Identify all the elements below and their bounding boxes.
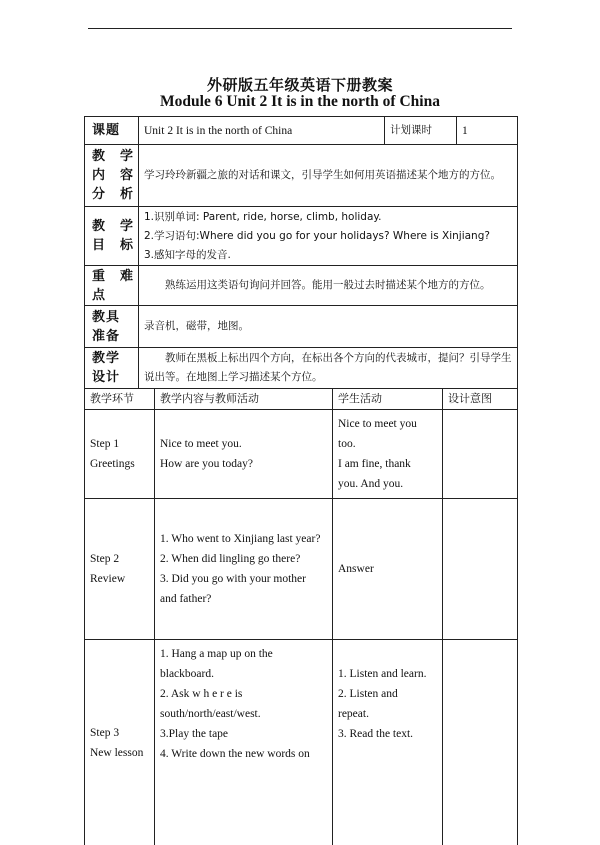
stage-line: Review	[90, 573, 126, 585]
header-intent: 设计意图	[443, 388, 518, 409]
step-student	[333, 409, 443, 498]
goal-line: 3.感知字母的发音.	[144, 248, 231, 261]
header-rule	[88, 28, 512, 29]
goal-line: 2.学习语句:Where did you go for your holidays? Where is Xinjiang?	[144, 229, 490, 242]
analysis-label-line: 教 学	[92, 149, 135, 164]
step-teacher	[155, 498, 333, 639]
lesson-plan-table	[84, 116, 518, 845]
document-title: 外研版五年级英语下册教案	[206, 76, 393, 94]
tools-text: 录音机，磁带，地图。	[139, 305, 518, 347]
keypoints-label	[84, 265, 139, 305]
stage-line: New lesson	[90, 746, 144, 759]
design-label	[84, 347, 139, 388]
student-line: you. And you.	[338, 478, 404, 490]
analysis-text: 学习玲玲新疆之旅的对话和课文，引导学生如何用英语描述某个地方的方位。	[139, 144, 518, 206]
tools-label-line: 准备	[92, 328, 121, 344]
stage-line: Step 1	[90, 438, 120, 450]
document-subtitle: Module 6 Unit 2 It is in the north of China	[160, 93, 440, 110]
teacher-line: 3. Did you go with your mother	[160, 573, 306, 585]
teacher-line: 1. Who went to Xinjiang last year?	[160, 533, 321, 545]
step-student	[333, 498, 443, 639]
teacher-line: 3.Play the tape	[160, 728, 229, 740]
step-stage	[84, 498, 155, 639]
student-line: 2. Listen and	[338, 688, 398, 700]
analysis-label-line: 分 析	[92, 187, 135, 202]
keypoints-text: 熟练运用这类语句询问并回答。能用一般过去时描述某个地方的方位。	[139, 265, 518, 305]
teacher-line: 4. Write down the new words on	[160, 748, 310, 760]
design-label-line: 设计	[92, 370, 121, 385]
design-text: 教师在黑板上标出四个方向，在标出各个方向的代表城市，提问？引导学生说出等。在地图上学习描述某个方位。	[139, 347, 518, 388]
teacher-line: Nice to meet you.	[160, 438, 242, 450]
step-student	[333, 639, 443, 845]
teacher-line: south/north/east/west.	[160, 708, 261, 720]
step-teacher	[155, 639, 333, 845]
teacher-line: and father?	[160, 593, 212, 605]
step-intent	[443, 639, 518, 845]
stage-line: Step 2	[90, 553, 120, 565]
step-intent	[443, 498, 518, 639]
analysis-label-line: 内 容	[92, 168, 135, 183]
step-stage	[84, 639, 155, 845]
student-line: Nice to meet you	[338, 418, 417, 430]
teacher-line: How are you today?	[160, 458, 253, 470]
goal-line: 1.识别单词: Parent, ride, horse, climb, holiday.	[144, 210, 382, 223]
step-intent	[443, 409, 518, 498]
keypoints-label-line: 点	[92, 287, 107, 303]
student-line: too.	[338, 438, 356, 450]
topic-value: Unit 2 It is in the north of China	[139, 116, 385, 144]
student-line: Answer	[338, 563, 374, 575]
keypoints-label-line: 重 难	[92, 268, 135, 284]
stage-line: Greetings	[90, 458, 135, 470]
teacher-line: 2. When did lingling go there?	[160, 553, 301, 565]
student-line: 3. Read the text.	[338, 728, 414, 740]
goals-label	[84, 206, 139, 265]
goals-label-line: 目 标	[92, 238, 135, 253]
header-student: 学生活动	[333, 388, 443, 409]
teacher-line: 2. Ask w h e r e is	[160, 688, 243, 700]
stage-line: Step 3	[90, 726, 120, 739]
analysis-label	[84, 144, 139, 206]
design-label-line: 教学	[92, 351, 121, 366]
teacher-line: blackboard.	[160, 668, 214, 680]
header-stage: 教学环节	[84, 388, 155, 409]
goals-text	[139, 206, 518, 265]
student-line: repeat.	[338, 708, 369, 720]
tools-label-line: 教具	[92, 309, 121, 325]
header-teacher: 教学内容与教师活动	[155, 388, 333, 409]
student-line: 1. Listen and learn.	[338, 668, 427, 680]
student-line: I am fine, thank	[338, 458, 411, 470]
step-stage	[84, 409, 155, 498]
tools-label	[84, 305, 139, 347]
hours-label: 计划课时	[385, 116, 457, 144]
step-teacher	[155, 409, 333, 498]
hours-value: 1	[457, 116, 518, 144]
goals-label-line: 教 学	[92, 219, 135, 234]
teacher-line: 1. Hang a map up on the	[160, 648, 273, 660]
topic-label: 课题	[84, 116, 139, 144]
